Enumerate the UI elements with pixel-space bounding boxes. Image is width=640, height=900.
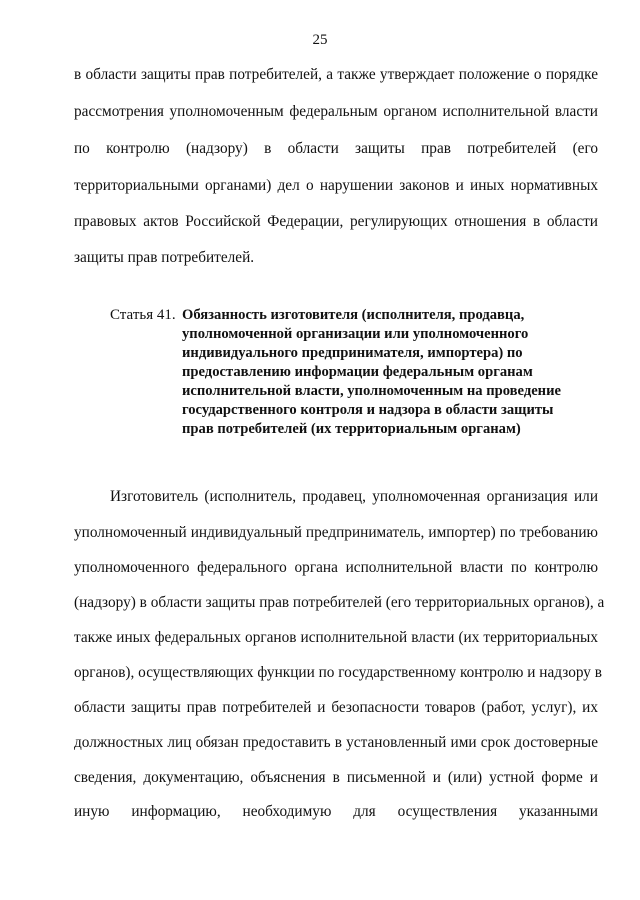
intro-line-1: в области защиты прав потребителей, а также утверждает положение о порядке bbox=[74, 66, 598, 83]
intro-line-5: правовых актов Российской Федерации, регулирующих отношения в области bbox=[74, 213, 598, 230]
intro-line-6: защиты прав потребителей. bbox=[74, 249, 255, 266]
body-line-5: также иных федеральных органов исполнительной власти (их территориальных bbox=[74, 629, 598, 646]
body-line-8: должностных лиц обязан предоставить в установленный ими срок достоверные bbox=[74, 734, 598, 751]
body-line-1: Изготовитель (исполнитель, продавец, уполномоченная организация или bbox=[110, 488, 598, 505]
body-line-7: области защиты прав потребителей и безопасности товаров (работ, услуг), их bbox=[74, 699, 598, 716]
body-line-9: сведения, документацию, объяснения в письменной и (или) устной форме и bbox=[74, 769, 598, 786]
intro-line-4: территориальными органами) дел о нарушении законов и иных нормативных bbox=[74, 177, 598, 194]
article-title-line-5: исполнительной власти, уполномоченным на проведение bbox=[182, 383, 561, 399]
article-title-line-2: уполномоченной организации или уполномоченного bbox=[182, 326, 529, 342]
body-line-6: органов), осуществляющих функции по государственному контролю и надзору в bbox=[74, 664, 602, 681]
article-title-line-7: прав потребителей (их территориальным органам) bbox=[182, 421, 521, 437]
intro-line-2: рассмотрения уполномоченным федеральным органом исполнительной власти bbox=[74, 103, 598, 120]
article-title-line-1: Обязанность изготовителя (исполнителя, продавца, bbox=[182, 307, 525, 323]
page-number: 25 bbox=[312, 32, 328, 48]
article-title-line-3: индивидуального предпринимателя, импортера) по bbox=[182, 345, 523, 361]
article-title-line-6: государственного контроля и надзора в области защиты bbox=[182, 402, 554, 418]
intro-line-3: по контролю (надзору) в области защиты прав потребителей (его bbox=[74, 140, 598, 157]
article-title-line-4: предоставлению информации федеральным органам bbox=[182, 364, 533, 380]
body-line-3: уполномоченного федерального органа исполнительной власти по контролю bbox=[74, 559, 598, 576]
body-line-10: иную информацию, необходимую для осуществления указанными bbox=[74, 803, 598, 820]
article-label: Статья 41. bbox=[110, 307, 176, 323]
body-line-2: уполномоченный индивидуальный предприниматель, импортер) по требованию bbox=[74, 524, 598, 541]
body-line-4: (надзору) в области защиты прав потребителей (его территориальных органов), а bbox=[74, 594, 605, 611]
